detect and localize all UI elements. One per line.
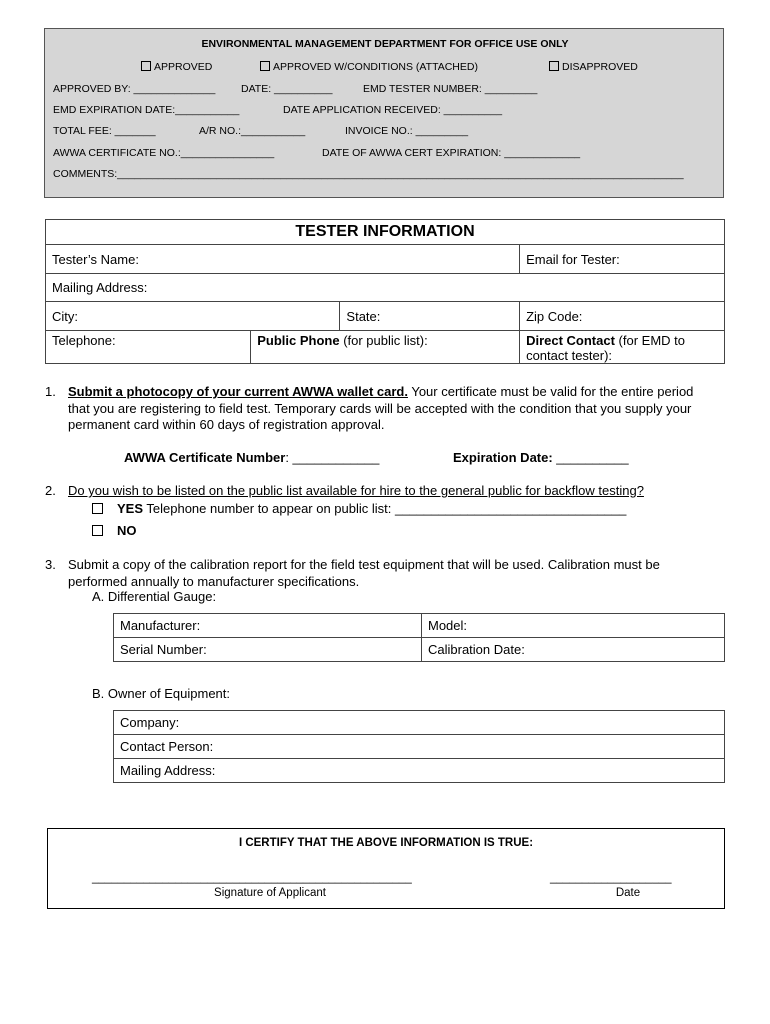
- date-received-field[interactable]: DATE APPLICATION RECEIVED: __________: [283, 104, 503, 116]
- no-option[interactable]: [92, 523, 137, 540]
- expiration-date-blank: __________: [552, 450, 629, 465]
- public-phone-label: Public Phone: [257, 333, 340, 348]
- no-label: NO: [117, 523, 137, 538]
- certification-box: [47, 828, 725, 909]
- tester-info-table: [45, 219, 725, 364]
- approved-by-field[interactable]: APPROVED BY: ______________: [53, 83, 216, 95]
- item3-text: [68, 557, 728, 590]
- awwa-cert-number-field[interactable]: [124, 450, 379, 467]
- signature-line[interactable]: __________________________________________________: [92, 872, 412, 884]
- approved-conditions-checkbox[interactable]: [260, 61, 270, 71]
- item1-text: [68, 384, 728, 434]
- item2-question: Do you wish to be listed on the public list available for hire to the general public for backflow testing?: [68, 483, 644, 498]
- city-field[interactable]: City:: [46, 302, 340, 331]
- company-field[interactable]: Company:: [114, 711, 725, 735]
- serial-number-field[interactable]: Serial Number:: [114, 638, 422, 662]
- office-use-panel: [44, 28, 724, 198]
- item1-line1: Your certificate must be valid for the entire period: [407, 384, 694, 399]
- emd-tester-number-field[interactable]: EMD TESTER NUMBER: _________: [363, 83, 538, 95]
- disapproved-option[interactable]: [549, 61, 638, 73]
- approved-conditions-label: APPROVED W/CONDITIONS (ATTACHED): [273, 61, 478, 73]
- public-phone-note: (for public list):: [339, 333, 428, 348]
- item3-line2: performed annually to manufacturer specifications.: [68, 573, 360, 589]
- approved-conditions-option[interactable]: [260, 61, 478, 73]
- item2-number: 2.: [45, 483, 56, 498]
- date-line[interactable]: ___________________: [550, 872, 672, 884]
- owner-heading: B. Owner of Equipment:: [92, 686, 231, 701]
- date-label: Date: [615, 887, 641, 899]
- item3-number: 3.: [45, 557, 56, 572]
- total-fee-field[interactable]: TOTAL FEE: _______: [53, 125, 156, 137]
- item1-lead: Submit a photocopy of your current AWWA wallet card.: [68, 384, 408, 399]
- invoice-no-field[interactable]: INVOICE NO.: _________: [345, 125, 469, 137]
- item1-line3: permanent card within 60 days of registration approval.: [68, 417, 385, 432]
- emd-expiration-field[interactable]: EMD EXPIRATION DATE:___________: [53, 104, 240, 116]
- office-heading: ENVIRONMENTAL MANAGEMENT DEPARTMENT FOR OFFICE USE ONLY: [201, 38, 569, 50]
- yes-checkbox[interactable]: [92, 503, 103, 514]
- item1-number: 1.: [45, 384, 56, 399]
- public-phone-field[interactable]: [251, 331, 520, 364]
- item1-line2: that you are registering to field test. Temporary cards will be accepted with the condition that you supply your: [68, 400, 692, 416]
- zip-code-field[interactable]: Zip Code:: [520, 302, 725, 331]
- owner-table: [113, 710, 725, 783]
- expiration-date-label: Expiration Date:: [453, 450, 553, 465]
- awwa-cert-number-label: AWWA Certificate Number: [124, 450, 286, 465]
- office-date-field[interactable]: DATE: __________: [241, 83, 333, 95]
- contact-person-field[interactable]: Contact Person:: [114, 735, 725, 759]
- direct-contact-label: Direct Contact: [526, 333, 615, 348]
- owner-mailing-field[interactable]: Mailing Address:: [114, 759, 725, 783]
- ar-no-field[interactable]: A/R NO.:___________: [199, 125, 306, 137]
- disapproved-label: DISAPPROVED: [562, 61, 638, 73]
- signature-label: Signature of Applicant: [214, 887, 326, 899]
- calibration-date-field[interactable]: Calibration Date:: [422, 638, 725, 662]
- model-field[interactable]: Model:: [422, 614, 725, 638]
- item3-line1: Submit a copy of the calibration report for the field test equipment that will be used. Calibration must be: [68, 557, 660, 572]
- disapproved-checkbox[interactable]: [549, 61, 559, 71]
- direct-contact-note: (for EMD to contact tester):: [526, 333, 685, 363]
- awwa-cert-no-field[interactable]: AWWA CERTIFICATE NO.:________________: [53, 147, 275, 159]
- state-field[interactable]: State:: [340, 302, 520, 331]
- telephone-field[interactable]: Telephone:: [46, 331, 251, 364]
- tester-info-title: TESTER INFORMATION: [46, 220, 725, 245]
- expiration-date-field[interactable]: [453, 450, 629, 467]
- no-checkbox[interactable]: [92, 525, 103, 536]
- gauge-table: [113, 613, 725, 662]
- approved-label: APPROVED: [154, 61, 213, 73]
- awwa-cert-number-blank: : ____________: [285, 450, 380, 465]
- yes-label: YES: [117, 501, 144, 516]
- approved-checkbox[interactable]: [141, 61, 151, 71]
- tester-email-field[interactable]: Email for Tester:: [520, 245, 725, 274]
- direct-contact-field[interactable]: [520, 331, 725, 364]
- yes-phone-blank: Telephone number to appear on public list: ________________________________: [143, 501, 627, 516]
- certify-heading: I CERTIFY THAT THE ABOVE INFORMATION IS TRUE:: [238, 837, 534, 849]
- awwa-cert-exp-field[interactable]: DATE OF AWWA CERT EXPIRATION: _____________: [322, 147, 581, 159]
- differential-gauge-heading: A. Differential Gauge:: [92, 589, 217, 604]
- approved-option[interactable]: [141, 61, 212, 73]
- comments-field[interactable]: COMMENTS:_________________________________________________________________________________________________: [53, 168, 684, 180]
- yes-option[interactable]: [92, 501, 626, 518]
- testers-name-field[interactable]: Tester’s Name:: [46, 245, 520, 274]
- manufacturer-field[interactable]: Manufacturer:: [114, 614, 422, 638]
- mailing-address-field[interactable]: Mailing Address:: [46, 274, 725, 302]
